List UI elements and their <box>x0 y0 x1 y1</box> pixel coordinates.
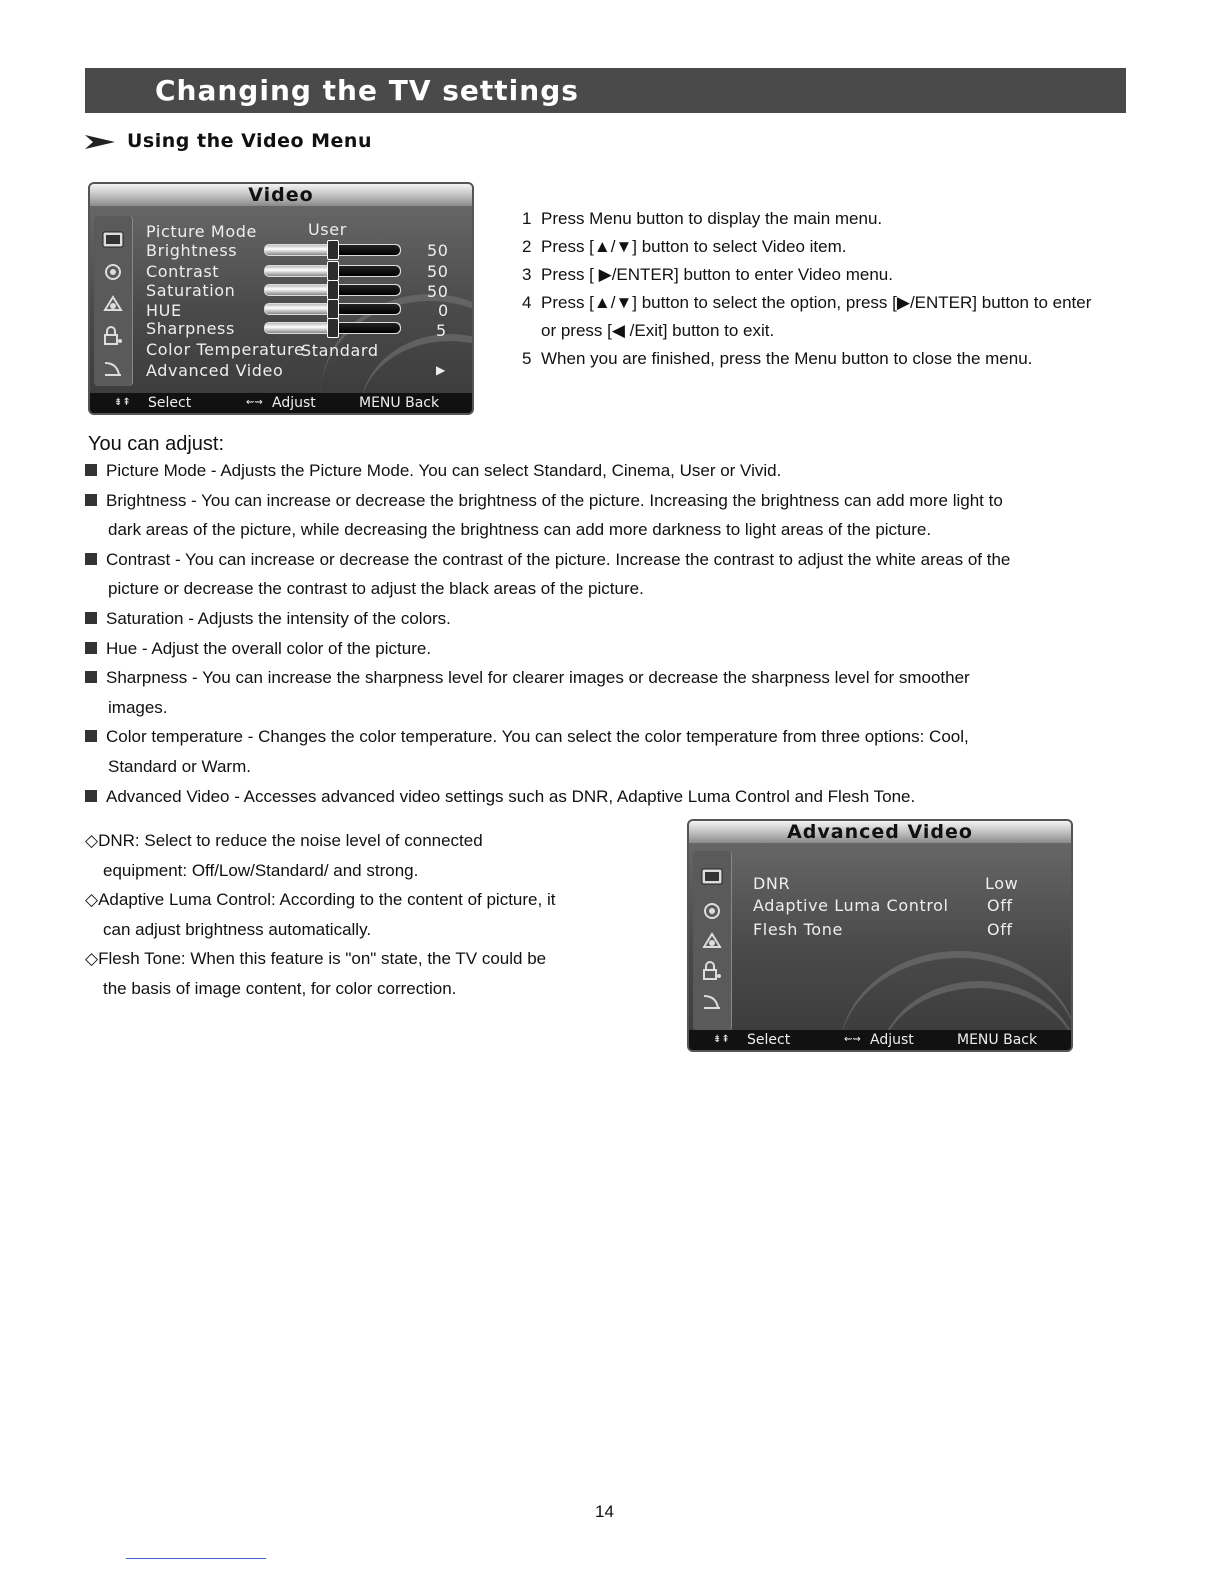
list-item: Saturation - Adjusts the intensity of the colors. <box>85 604 1135 634</box>
up-down-arrows-icon: ⇟⇞ <box>713 1034 730 1045</box>
note-dnr: ◇DNR: Select to reduce the noise level of connected <box>85 831 483 850</box>
video-menu-footer <box>90 393 472 413</box>
sound-icon <box>701 901 723 921</box>
note-adaptive-luma: ◇Adaptive Luma Control: According to the content of picture, it <box>85 890 556 910</box>
arrow-bullet-icon <box>85 135 115 149</box>
menu-row-brightness: Brightness <box>146 241 238 260</box>
list-item-continued: picture or decrease the contrast to adjust the black areas of the picture. <box>108 579 644 599</box>
satellite-dish-icon <box>701 991 723 1011</box>
menu-row-hue: HUE <box>146 301 182 320</box>
list-item-continued: images. <box>108 697 168 717</box>
list-item: Contrast - You can increase or decrease the contrast of the picture. Increase the contrast to adjust the white areas of the <box>85 545 1135 575</box>
contrast-slider <box>264 265 401 277</box>
note-flesh-tone-continued: the basis of image content, for color correction. <box>103 978 457 998</box>
step-5: 5 When you are finished, press the Menu button to close the menu. <box>522 349 1033 368</box>
lock-icon <box>701 961 723 981</box>
list-item-continued: Standard or Warm. <box>108 756 251 776</box>
adjust-list <box>85 456 1135 811</box>
menu-row-picture-mode: Picture Mode <box>146 222 257 241</box>
list-item: Hue - Adjust the overall color of the picture. <box>85 634 1135 664</box>
saturation-slider <box>264 284 401 296</box>
left-right-arrows-icon: ⇜⇝ <box>246 397 263 408</box>
note-dnr-continued: equipment: Off/Low/Standard/ and strong. <box>103 860 419 880</box>
brightness-value: 50 <box>427 241 449 260</box>
diamond-icon: ◇ <box>85 949 99 969</box>
section-heading-text: Using the Video Menu <box>127 130 372 152</box>
step-4-continued: or press [◀ /Exit] button to exit. <box>541 321 775 340</box>
left-right-arrows-icon: ⇜⇝ <box>844 1034 861 1045</box>
menu-row-color-temperature: Color Temperature <box>146 340 305 359</box>
instruction-steps <box>522 205 1091 373</box>
list-item: Picture Mode - Adjusts the Picture Mode. You can select Standard, Cinema, User or Vivid. <box>85 456 1135 486</box>
list-item: Brightness - You can increase or decrease the brightness of the picture. Increasing the brightness can add more light to <box>85 486 1135 516</box>
video-menu-title: Video <box>90 184 472 206</box>
sound-icon <box>102 262 124 282</box>
satellite-dish-icon <box>102 358 124 378</box>
footer-select-label: Select <box>148 395 192 411</box>
saturation-value: 50 <box>427 282 449 301</box>
advanced-video-menu-screenshot <box>687 819 1073 1052</box>
step-2: 2 Press [▲/▼] button to select Video item. <box>522 237 847 256</box>
footer-back-label: MENU Back <box>957 1032 1038 1048</box>
menu-row-saturation: Saturation <box>146 281 236 300</box>
list-item-continued: dark areas of the picture, while decreasing the brightness can add more darkness to light areas of the picture. <box>108 520 932 540</box>
page-number: 14 <box>595 1502 614 1521</box>
menu-row-contrast: Contrast <box>146 262 220 281</box>
menu-row-adaptive-luma: Adaptive Luma Control <box>753 896 949 915</box>
step-3: 3 Press [ ▶/ENTER] button to enter Video menu. <box>522 265 893 284</box>
video-menu-screenshot <box>88 182 474 415</box>
contrast-value: 50 <box>427 262 449 281</box>
up-down-arrows-icon: ⇟⇞ <box>114 397 131 408</box>
section-heading <box>85 130 372 152</box>
lock-icon <box>102 326 124 346</box>
note-flesh-tone: ◇Flesh Tone: When this feature is "on" state, the TV could be <box>85 949 547 969</box>
list-item: Color temperature - Changes the color temperature. You can select the color temperature from three options: Cool, <box>85 722 1135 752</box>
list-item: Advanced Video - Accesses advanced video settings such as DNR, Adaptive Luma Control and Flesh Tone. <box>85 782 1135 812</box>
footer-rule <box>126 1558 266 1559</box>
footer-adjust-label: Adjust <box>272 395 316 411</box>
color-temperature-value: Standard <box>301 341 379 360</box>
settings-icon <box>701 931 723 951</box>
step-1: 1 Press Menu button to display the main menu. <box>522 209 883 228</box>
flesh-tone-value: Off <box>987 920 1013 939</box>
advanced-notes <box>85 826 555 1004</box>
sharpness-slider <box>264 322 401 334</box>
submenu-arrow-icon: ▶ <box>436 363 446 377</box>
settings-icon <box>102 294 124 314</box>
sharpness-value: 5 <box>436 321 447 340</box>
page-title: Changing the TV settings <box>155 74 579 107</box>
note-adaptive-luma-continued: can adjust brightness automatically. <box>103 919 372 939</box>
menu-row-advanced-video: Advanced Video <box>146 361 284 380</box>
picture-mode-value: User <box>308 220 347 239</box>
advanced-menu-footer <box>689 1030 1071 1050</box>
tv-picture-icon <box>701 867 723 887</box>
list-item: Sharpness - You can increase the sharpness level for clearer images or decrease the sharpness level for smoother <box>85 663 1135 693</box>
advanced-menu-title: Advanced Video <box>689 821 1071 843</box>
footer-adjust-label: Adjust <box>870 1032 914 1048</box>
hue-value: 0 <box>438 301 449 320</box>
advanced-menu-sidebar <box>693 851 732 1031</box>
step-4: 4 Press [▲/▼] button to select the option, press [▶/ENTER] button to enter <box>522 293 1092 312</box>
menu-row-sharpness: Sharpness <box>146 319 235 338</box>
dnr-value: Low <box>985 874 1019 893</box>
diamond-icon: ◇ <box>85 890 99 910</box>
footer-back-label: MENU Back <box>359 395 440 411</box>
adjust-heading: You can adjust: <box>88 433 225 455</box>
brightness-slider <box>264 244 401 256</box>
section-header-bar <box>85 68 1126 113</box>
menu-row-flesh-tone: Flesh Tone <box>753 920 843 939</box>
menu-row-dnr: DNR <box>753 874 791 893</box>
adaptive-luma-value: Off <box>987 896 1013 915</box>
video-menu-sidebar <box>94 216 133 386</box>
tv-picture-icon <box>102 230 124 250</box>
hue-slider <box>264 303 401 315</box>
footer-select-label: Select <box>747 1032 791 1048</box>
diamond-icon: ◇ <box>85 831 99 850</box>
